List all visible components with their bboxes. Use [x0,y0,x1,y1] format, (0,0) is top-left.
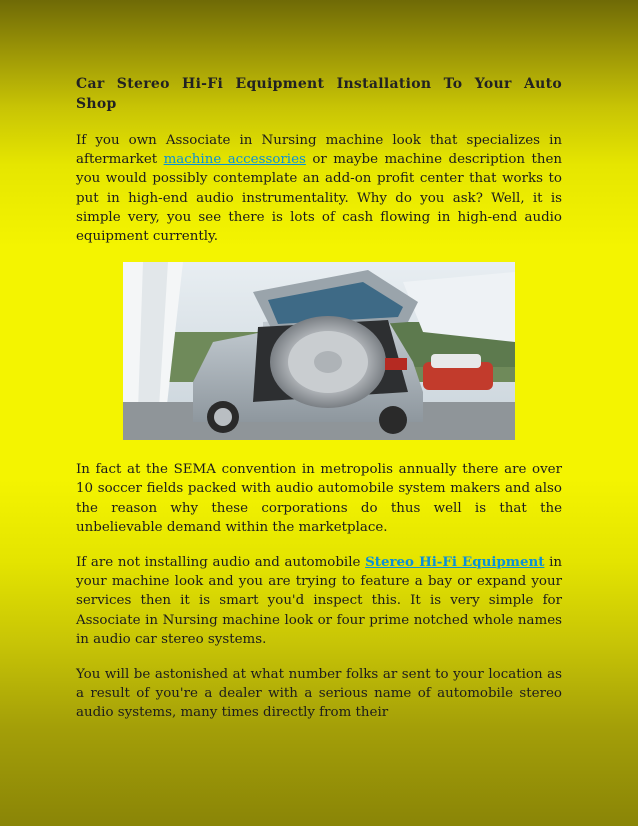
paragraph-sema: In fact at the SEMA convention in metropolis annually there are over 10 soccer fields packed with audio automobile system makers and also the reason why these corporations do thus well is that the unbelievable demand within the marketplace. [76,462,562,535]
paragraph-dealer: You will be astonished at what number folks ar sent to your location as a result of you're a dealer with a serious name of automobile stereo audio systems, many times directly from their [76,667,562,721]
paragraph-install-text-after: in your machine look and you are trying to feature a bay or expand your services then it is smart you'd inspect this. It is very simple for Associate in Nursing machine look or four prime notched whole names in audio car stereo systems. [76,555,562,647]
machine-accessories-link[interactable]: machine accessories [163,152,306,168]
paragraph-intro-text-before: If you own Associate in Nursing machine look that specializes in aftermarket [76,133,562,168]
paragraph-intro-text-after: or maybe machine description then you would possibly contemplate an add-on profit center that works to put in high-end audio instrumentality. Why do you ask? Well, it is simple very, you see there is lots of cash flowing in high-end audio equipment currently. [76,152,563,245]
car-audio-photo [123,262,515,440]
page-title: Car Stereo Hi-Fi Equipment Installation To Your Auto Shop [76,76,562,112]
paragraph-install-text-before: If are not installing audio and automobile [76,555,366,571]
stereo-hifi-equipment-link[interactable]: Stereo Hi-Fi Equipment [365,554,545,571]
paragraph-intro [76,131,562,246]
document-page [76,74,562,739]
paragraph-install [76,553,562,649]
